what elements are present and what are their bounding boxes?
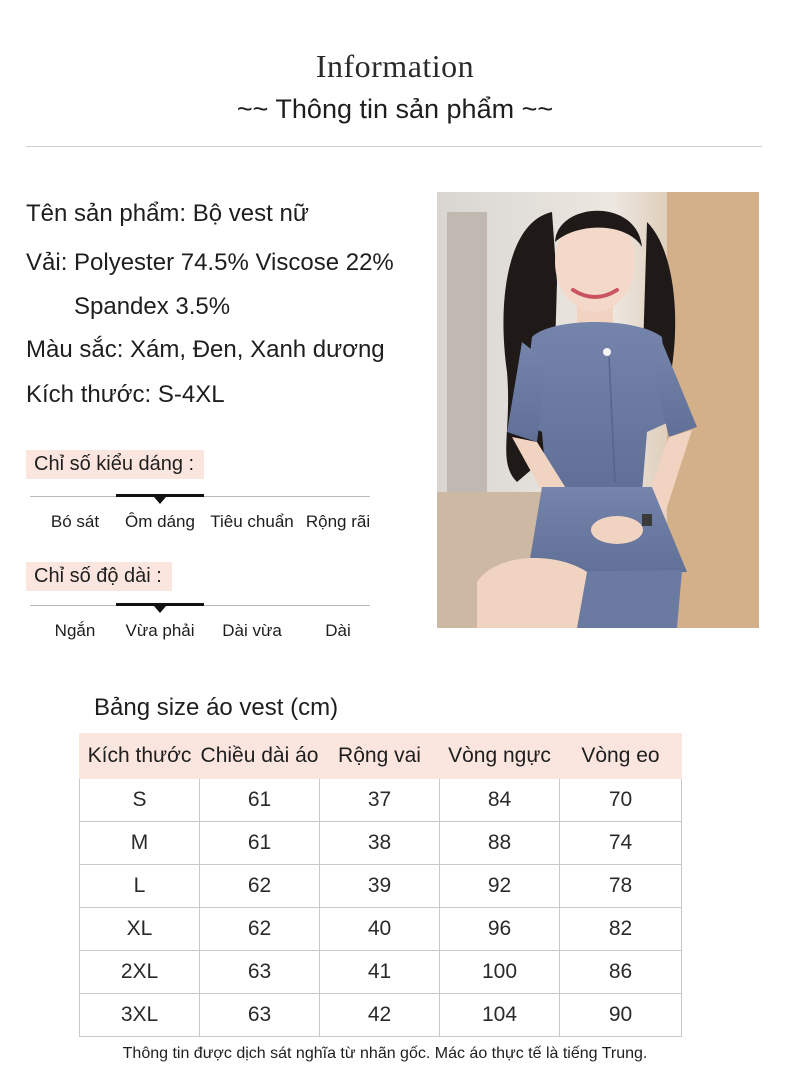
cell-size: M bbox=[80, 822, 200, 865]
spec-fabric: Vải: Polyester 74.5% Viscose 22% bbox=[26, 249, 394, 276]
cell-waist: 78 bbox=[560, 865, 682, 908]
length-scale-pointer-icon bbox=[154, 606, 166, 613]
spec-colors: Màu sắc: Xám, Đen, Xanh dương bbox=[26, 336, 385, 363]
length-option-medium: Vừa phải bbox=[125, 621, 195, 640]
table-row bbox=[80, 908, 682, 951]
cell-waist: 74 bbox=[560, 822, 682, 865]
cell-shoulder: 38 bbox=[320, 822, 440, 865]
cell-waist: 86 bbox=[560, 951, 682, 994]
table-row bbox=[80, 951, 682, 994]
cell-shoulder: 40 bbox=[320, 908, 440, 951]
cell-chest: 96 bbox=[440, 908, 560, 951]
cell-size: 2XL bbox=[80, 951, 200, 994]
cell-chest: 84 bbox=[440, 779, 560, 822]
spec-fabric-continued: Spandex 3.5% bbox=[74, 293, 231, 320]
fit-option-tight: Bó sát bbox=[50, 512, 100, 531]
info-subtitle: ~~ Thông tin sản phẩm ~~ bbox=[236, 94, 554, 124]
cell-size: 3XL bbox=[80, 994, 200, 1037]
size-table-header-row bbox=[80, 734, 682, 779]
cell-chest: 104 bbox=[440, 994, 560, 1037]
header-shoulder: Rộng vai bbox=[320, 734, 440, 779]
info-title: Information bbox=[315, 48, 475, 84]
size-table bbox=[79, 733, 682, 1037]
cell-chest: 100 bbox=[440, 951, 560, 994]
length-scale-title: Chỉ số độ dài : bbox=[26, 562, 172, 591]
header-length: Chiều dài áo bbox=[200, 734, 320, 779]
fit-option-fitted: Ôm dáng bbox=[125, 512, 195, 531]
cell-waist: 82 bbox=[560, 908, 682, 951]
cell-shoulder: 42 bbox=[320, 994, 440, 1037]
product-photo bbox=[437, 192, 759, 628]
cell-chest: 88 bbox=[440, 822, 560, 865]
cell-waist: 90 bbox=[560, 994, 682, 1037]
fit-option-standard: Tiêu chuẩn bbox=[210, 512, 294, 531]
table-row bbox=[80, 779, 682, 822]
cell-shoulder: 39 bbox=[320, 865, 440, 908]
cell-size: S bbox=[80, 779, 200, 822]
cell-length: 61 bbox=[200, 779, 320, 822]
cell-length: 63 bbox=[200, 994, 320, 1037]
length-option-mid-long: Dài vừa bbox=[222, 621, 282, 640]
fit-scale-pointer-icon bbox=[154, 497, 166, 504]
cell-length: 62 bbox=[200, 865, 320, 908]
length-option-short: Ngắn bbox=[54, 621, 96, 640]
length-option-long: Dài bbox=[325, 621, 351, 640]
cell-length: 61 bbox=[200, 822, 320, 865]
translation-footnote: Thông tin được dịch sát nghĩa từ nhãn gốc. Mác áo thực tế là tiếng Trung. bbox=[122, 1045, 648, 1062]
cell-size: XL bbox=[80, 908, 200, 951]
cell-size: L bbox=[80, 865, 200, 908]
table-row bbox=[80, 865, 682, 908]
cell-chest: 92 bbox=[440, 865, 560, 908]
fit-scale-title: Chỉ số kiểu dáng : bbox=[26, 450, 204, 479]
cell-length: 62 bbox=[200, 908, 320, 951]
table-row bbox=[80, 994, 682, 1037]
spec-product-name: Tên sản phẩm: Bộ vest nữ bbox=[26, 200, 309, 227]
cell-shoulder: 41 bbox=[320, 951, 440, 994]
header-size: Kích thước bbox=[80, 734, 200, 779]
header-waist: Vòng eo bbox=[560, 734, 682, 779]
header-divider bbox=[26, 146, 762, 147]
cell-shoulder: 37 bbox=[320, 779, 440, 822]
fit-option-loose: Rộng rãi bbox=[305, 512, 371, 531]
cell-length: 63 bbox=[200, 951, 320, 994]
model-illustration bbox=[437, 192, 759, 628]
cell-waist: 70 bbox=[560, 779, 682, 822]
size-table-title: Bảng size áo vest (cm) bbox=[94, 694, 339, 721]
spec-sizes: Kích thước: S-4XL bbox=[26, 381, 225, 408]
table-row bbox=[80, 822, 682, 865]
header-chest: Vòng ngực bbox=[440, 734, 560, 779]
